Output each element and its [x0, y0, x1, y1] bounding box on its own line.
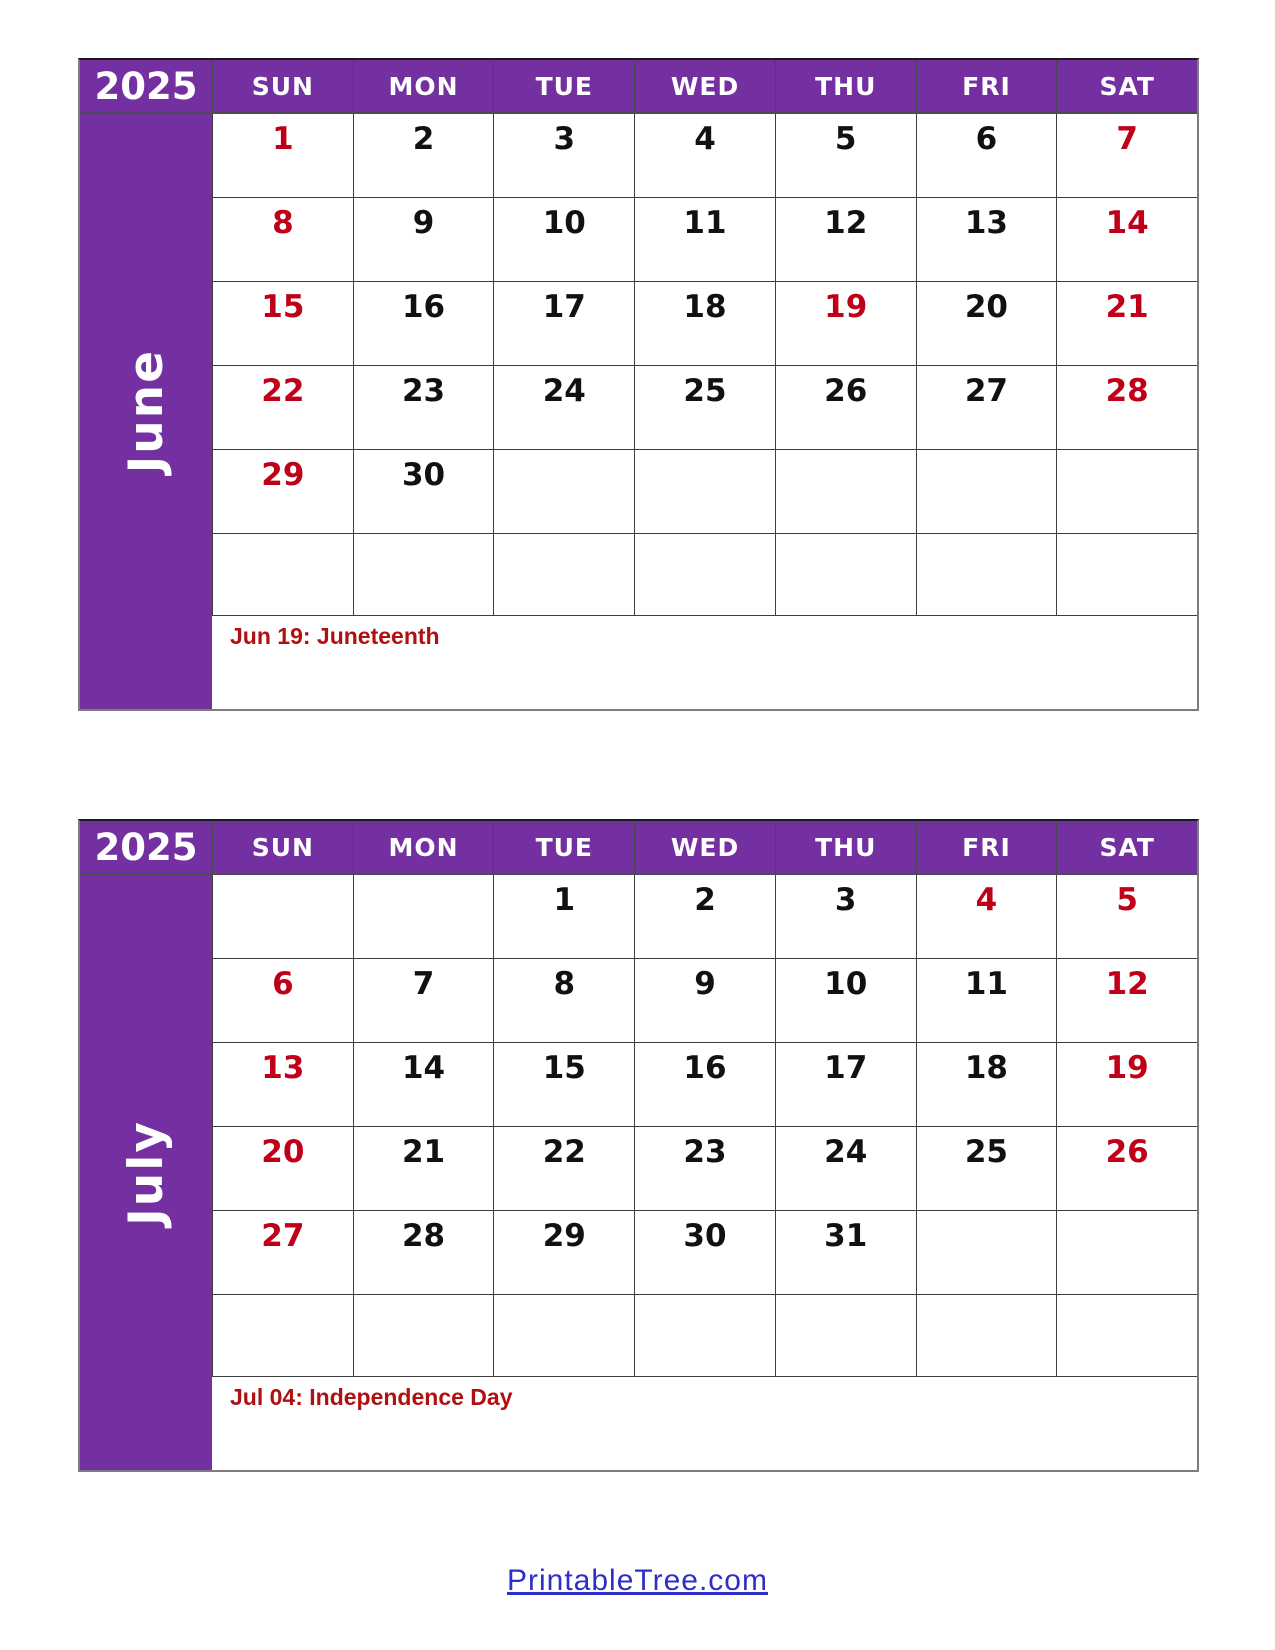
day-june-23: 23 [353, 366, 494, 450]
day-june-27: 27 [916, 366, 1057, 450]
june-month-label: June [118, 349, 174, 474]
footer [0, 1564, 1275, 1598]
july-month-label: July [118, 1119, 174, 1226]
day-cell-empty [775, 534, 916, 616]
day-june-11: 11 [634, 198, 775, 282]
june-year-label: 2025 [94, 64, 198, 108]
weekday-thu: THU [775, 821, 916, 873]
day-june-22: 22 [212, 366, 353, 450]
calendar-july-2025 [78, 819, 1199, 1472]
day-july-27: 27 [212, 1211, 353, 1295]
day-june-21: 21 [1056, 282, 1197, 366]
day-june-18: 18 [634, 282, 775, 366]
day-cell-empty [353, 1295, 494, 1377]
day-june-15: 15 [212, 282, 353, 366]
day-july-13: 13 [212, 1043, 353, 1127]
weekday-sat: SAT [1056, 821, 1197, 873]
day-cell-empty [1056, 534, 1197, 616]
day-cell-empty [493, 534, 634, 616]
day-july-25: 25 [916, 1127, 1057, 1211]
day-july-17: 17 [775, 1043, 916, 1127]
day-july-20: 20 [212, 1127, 353, 1211]
july-year-label: 2025 [94, 825, 198, 869]
day-july-1: 1 [493, 875, 634, 959]
day-june-30: 30 [353, 450, 494, 534]
june-day-grid [212, 114, 1197, 616]
weekday-sun: SUN [212, 60, 353, 112]
day-cell-empty [634, 450, 775, 534]
day-cell-empty [634, 534, 775, 616]
day-june-16: 16 [353, 282, 494, 366]
june-weekday-header [212, 60, 1197, 112]
day-cell-empty [212, 1295, 353, 1377]
day-july-23: 23 [634, 1127, 775, 1211]
day-june-25: 25 [634, 366, 775, 450]
day-cell-empty [916, 1211, 1057, 1295]
day-cell-empty [916, 534, 1057, 616]
weekday-wed: WED [634, 60, 775, 112]
july-weekday-header [212, 821, 1197, 873]
day-july-22: 22 [493, 1127, 634, 1211]
weekday-tue: TUE [493, 60, 634, 112]
day-cell-empty [916, 450, 1057, 534]
day-june-10: 10 [493, 198, 634, 282]
weekday-thu: THU [775, 60, 916, 112]
day-july-26: 26 [1056, 1127, 1197, 1211]
weekday-fri: FRI [916, 821, 1057, 873]
day-june-9: 9 [353, 198, 494, 282]
printabletree-link[interactable]: PrintableTree.com [507, 1564, 768, 1597]
day-june-14: 14 [1056, 198, 1197, 282]
weekday-fri: FRI [916, 60, 1057, 112]
day-june-6: 6 [916, 114, 1057, 198]
day-june-26: 26 [775, 366, 916, 450]
july-header-row [80, 821, 1197, 875]
day-july-4: 4 [916, 875, 1057, 959]
day-july-3: 3 [775, 875, 916, 959]
day-june-13: 13 [916, 198, 1057, 282]
day-june-24: 24 [493, 366, 634, 450]
day-cell-empty [493, 1295, 634, 1377]
day-june-28: 28 [1056, 366, 1197, 450]
day-july-24: 24 [775, 1127, 916, 1211]
day-july-6: 6 [212, 959, 353, 1043]
day-june-4: 4 [634, 114, 775, 198]
day-july-16: 16 [634, 1043, 775, 1127]
day-june-1: 1 [212, 114, 353, 198]
july-body [80, 875, 1197, 1470]
day-july-29: 29 [493, 1211, 634, 1295]
day-june-12: 12 [775, 198, 916, 282]
july-holiday-note: Jul 04: Independence Day [212, 1377, 1197, 1470]
day-cell-empty [916, 1295, 1057, 1377]
day-july-14: 14 [353, 1043, 494, 1127]
weekday-mon: MON [353, 821, 494, 873]
day-cell-empty [212, 875, 353, 959]
day-cell-empty [1056, 450, 1197, 534]
day-june-5: 5 [775, 114, 916, 198]
day-july-12: 12 [1056, 959, 1197, 1043]
day-july-2: 2 [634, 875, 775, 959]
day-june-8: 8 [212, 198, 353, 282]
june-body [80, 114, 1197, 709]
weekday-sat: SAT [1056, 60, 1197, 112]
day-july-30: 30 [634, 1211, 775, 1295]
day-july-28: 28 [353, 1211, 494, 1295]
day-june-29: 29 [212, 450, 353, 534]
day-july-31: 31 [775, 1211, 916, 1295]
day-june-3: 3 [493, 114, 634, 198]
july-grid-area [212, 875, 1197, 1470]
day-july-7: 7 [353, 959, 494, 1043]
weekday-wed: WED [634, 821, 775, 873]
june-month-band [80, 114, 212, 709]
weekday-tue: TUE [493, 821, 634, 873]
july-month-band [80, 875, 212, 1470]
day-july-18: 18 [916, 1043, 1057, 1127]
day-cell-empty [775, 1295, 916, 1377]
day-july-9: 9 [634, 959, 775, 1043]
day-cell-empty [353, 875, 494, 959]
day-july-11: 11 [916, 959, 1057, 1043]
day-july-21: 21 [353, 1127, 494, 1211]
day-july-19: 19 [1056, 1043, 1197, 1127]
day-cell-empty [775, 450, 916, 534]
day-june-19: 19 [775, 282, 916, 366]
day-july-8: 8 [493, 959, 634, 1043]
day-june-17: 17 [493, 282, 634, 366]
day-june-20: 20 [916, 282, 1057, 366]
day-cell-empty [353, 534, 494, 616]
day-june-7: 7 [1056, 114, 1197, 198]
june-holiday-note: Jun 19: Juneteenth [212, 616, 1197, 709]
day-july-10: 10 [775, 959, 916, 1043]
day-cell-empty [1056, 1295, 1197, 1377]
calendar-june-2025 [78, 58, 1199, 711]
weekday-mon: MON [353, 60, 494, 112]
day-cell-empty [634, 1295, 775, 1377]
day-july-15: 15 [493, 1043, 634, 1127]
day-july-5: 5 [1056, 875, 1197, 959]
june-grid-area [212, 114, 1197, 709]
day-cell-empty [212, 534, 353, 616]
weekday-sun: SUN [212, 821, 353, 873]
july-day-grid [212, 875, 1197, 1377]
june-header-row [80, 60, 1197, 114]
day-june-2: 2 [353, 114, 494, 198]
day-cell-empty [493, 450, 634, 534]
day-cell-empty [1056, 1211, 1197, 1295]
